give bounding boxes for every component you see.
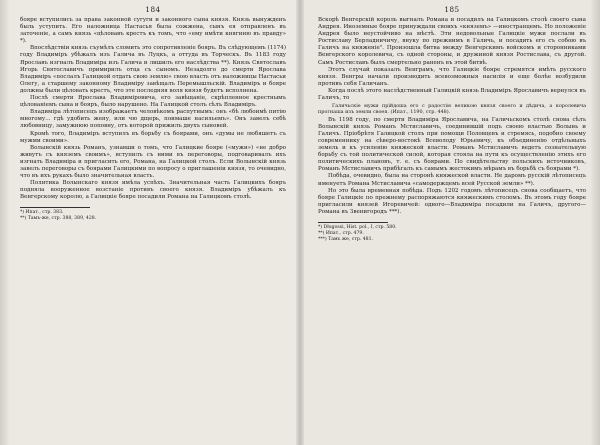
right-footnote: **) Ипат., стр. 479. (318, 231, 364, 237)
left-footnote: **) Тамъ-же, стр. 388, 389, 428. (20, 216, 97, 222)
right-footnote: ***) Тамъ же, стр. 481. (318, 237, 373, 243)
left-footnote-divider (20, 207, 90, 208)
right-paragraph: Но это была временная побѣда. Подъ 1202 годомъ лѣтописецъ снова сообщаетъ, что бояре Галицкіе по прежнему распоряжаются княжескимъ столомъ. Въ этомъ году бояре пригласили князей Игоревичей: одного—Владиміра посадили на Галичъ, другого—Романа въ Звенигородъ ***). (318, 187, 586, 215)
right-footnote-divider (318, 222, 388, 223)
right-page-body (318, 17, 586, 216)
left-footnote: *) Ипат., стр. 383. (20, 210, 64, 216)
right-footnotes (318, 225, 586, 243)
right-page-edge-shadow (590, 0, 600, 445)
right-footnote: *) Długossi, Hist. pol., I, стр. 580. (318, 225, 397, 231)
left-paragraph: Послѣ смерти Ярослава Владиміровича, его завѣщаніе, скрѣпленное крестнымъ цѣлованіемъ сына и бояръ, было нарушено. На Галицкой столъ сѣлъ Владиміръ. (20, 95, 286, 109)
left-page-body (20, 17, 286, 201)
left-page-number: 184 (145, 5, 161, 14)
right-page-number: 185 (444, 5, 460, 14)
left-paragraph: Волынскій князь Романъ, узнавши о томъ, что Галицкие бояре («мужи») «не добро живутъ съ княземъ своимъ», вступилъ съ ними въ переговоры, подговаривалъ ихъ изгнать Владиміра и пригласить его, Романа, на Галицкой столъ. Если Волынскій князь завелъ переговоры съ боярами Галицкими по вопросу о приглашеніи князя, то очевидно, что въ ихъ рукахъ было значительная власть. (20, 144, 286, 180)
right-paragraph: Галичьскіе мужи прійдоша его с радостію великою князя своего и дѣдича, а королевича прогнаша изъ земли своея. (Ипат., 1190, стр. 448). (318, 103, 586, 116)
left-paragraph: Политика Волынскаго князя имѣла успѣхъ. Значительная часть Галицкихъ бояръ подняла вооруженное возстаніе противъ своего князя. Владиміръ убѣжалъ къ Венгерскому королю, а Галицкіе бояре посадили Романа на Галицкомъ столѣ. (20, 180, 286, 201)
left-paragraph: Впослѣдствіи князь съумѣлъ сломить это сопротивленіе бояръ. Въ слѣдующемъ (1174) году Владиміръ убѣжалъ изъ Галича въ Луцкъ, а оттуда въ Торческъ. Въ 1183 году Ярославъ изгналъ Владиміра изъ Галича и лишилъ его наслѣдства **). Князь Святославъ Игорь Святославичъ примирилъ отца съ сыномъ. Незадолго до смерти Ярослава Владиміръ «послалъ Галицкой отдать свою землю» свою власть отъ наложницы Настасьи Олегу, а старшему законному Владиміру завѣщалъ Перемышльскій. Владиміръ и бояре должны были цѣловать крестъ, что эте последняя воля князя будетъ исполнена. (20, 45, 286, 94)
right-paragraph: Въ 1198 году, по смерти Владиміра Ярославича, на Галичьскомъ столѣ снова сѣлъ Волынскій князь Романъ Мстиславичъ, соединившій подъ своею властью Волынь и Галичъ. Пріобрѣтя Галицкой столъ при помощи Половцевъ и стремясь, подобно своему современнику на сѣверо-востокѣ Всеволоду Юрьевичу, къ объединенію отдѣльныхъ земель и къ усиленію княжеской власти. Романъ Мстиславичъ ведетъ сознательную борьбу съ той политической силой, которая стояла на пути къ осуществленію этихъ его политическихъ плановъ, т. е. съ боярами. По свидѣтельству польскихъ источниковъ, Романъ Мстиславичъ прибѣгалъ къ самымъ жестокимъ мѣрамъ въ борьбѣ съ боярами *). (318, 116, 586, 173)
right-page (300, 0, 600, 445)
left-paragraph: бояре вступились за права законной сугуги и законного сына князя. Князь вынужденъ быль уступить. Его наложница Настасья была сожжена, сынъ ея отправленъ въ заточеніе, а самъ князь «цѣловавъ крестъ къ томъ, что «ему имѣти княгиню въ правду» *). (20, 17, 286, 45)
left-page-edge-shadow (0, 0, 10, 445)
left-paragraph: Владиміра лѣтописецъ изображаетъ человѣкомъ распутнымъ: онъ «бѣ любоимѣ питію многому... гдѣ удобить жену, или чю дщерь, поимаше насильемъ». Онъ завелъ себѣ любовницу, замужнюю поповну, отъ которой прижилъ двухъ сыновей. (20, 109, 286, 130)
right-paragraph: Когда послѣ этого наслѣдственный Галицкій князь Владиміръ Ярославичъ вернулся въ Галичъ, то (318, 87, 587, 102)
right-paragraph: Вскорѣ Венгерскій король выгналъ Романа и посадилъ на Галицкомъ столѣ своего сына Андрея. Иноземные бояре принуждали своихъ «княземъ» —иностранцемъ. Но положеніе Андрея было неустойчиво на мѣстѣ. Эти недовольные Галицкіе мужи послали въ Ростиславу Берладничичу, внуку по прежнимъ в Галичь, и посадить его съ собою въ Галичъ на княженіе". Произошла битва между Венгерскимъ войскомъ и сторонниками Венгерского королевича, съ одной стороны, и дружиной князя Ростислава, съ другой. Самъ Ростиславъ былъ смертельно раненъ въ этой битвѣ. (318, 17, 586, 66)
left-footnotes (20, 210, 286, 222)
right-paragraph: Побѣда, очевидно, была на сторонѣ княжеской власти. Не даромъ русскій лѣтописецъ именуетъ Романа Мстиславича «самодержцемъ всей Русской земли» **). (318, 173, 586, 187)
left-paragraph: Кромѣ того, Владиміръ вступилъ въ борьбу съ боярами, онъ «думы не любяшетъ съ мужми своими». (20, 130, 286, 144)
right-paragraph: Этотъ случай показалъ Венграмъ, что Галицкіе бояре стремятся имѣть русского князя. Венгры начали производить всевозможныя насилія и еще болѣе возбудили противъ себя Галичанъ. (318, 66, 586, 87)
